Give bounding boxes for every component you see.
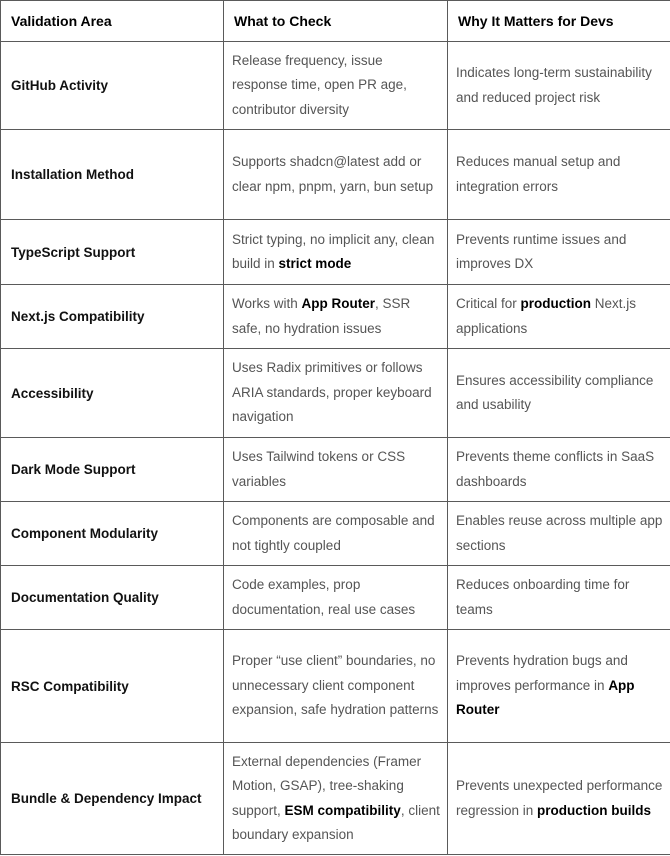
table-row: [1, 630, 670, 743]
why-it-matters-cell: [448, 349, 670, 438]
header-validation-area: Validation Area: [1, 1, 224, 42]
highlight-term: strict mode: [278, 256, 352, 271]
why-it-matters-cell: [448, 130, 670, 220]
cell-text: Critical for: [456, 296, 521, 311]
why-it-matters-cell: [448, 566, 670, 630]
validation-area-cell: GitHub Activity: [1, 42, 224, 130]
highlight-term: production builds: [537, 802, 652, 818]
why-it-matters-cell: [448, 42, 670, 130]
cell-text: Indicates long-term sustainability and reduced project risk: [456, 65, 652, 105]
cell-text: Ensures accessibility compliance and usability: [456, 372, 654, 412]
cell-text: Prevents theme conflicts in SaaS dashboards: [456, 449, 655, 489]
validation-area-cell: TypeScript Support: [1, 220, 224, 285]
cell-text: Works with: [232, 296, 302, 311]
validation-area-cell: Accessibility: [1, 349, 224, 438]
why-it-matters-cell: [448, 502, 670, 566]
table-row: [1, 566, 670, 630]
table-row: [1, 220, 670, 285]
validation-area-cell: Next.js Compatibility: [1, 285, 224, 349]
header-why-it-matters: Why It Matters for Devs: [448, 1, 670, 42]
cell-text: Reduces onboarding time for teams: [456, 577, 630, 617]
what-to-check-cell: [224, 130, 448, 220]
why-it-matters-cell: [448, 630, 670, 743]
table-row: [1, 502, 670, 566]
validation-area-cell: RSC Compatibility: [1, 630, 224, 743]
what-to-check-cell: [224, 349, 448, 438]
why-it-matters-cell: [448, 220, 670, 285]
table-row: [1, 130, 670, 220]
cell-text: Prevents hydration bugs and improves performance in: [456, 653, 628, 693]
why-it-matters-cell: [448, 438, 670, 502]
cell-text: Next.js applications: [456, 296, 637, 336]
what-to-check-cell: [224, 630, 448, 743]
cell-text: Proper “use client” boundaries, no unnecessary client component expansion, safe hydration patterns: [232, 653, 439, 718]
validation-area-cell: Dark Mode Support: [1, 438, 224, 502]
highlight-term: App Router: [301, 296, 376, 311]
table-header-row: [1, 1, 670, 42]
cell-text: Supports shadcn@latest add or clear npm, pnpm, yarn, bun setup: [232, 154, 434, 194]
highlight-term: ESM compatibility: [284, 802, 401, 818]
header-what-to-check: What to Check: [224, 1, 448, 42]
validation-area-cell: Documentation Quality: [1, 566, 224, 630]
what-to-check-cell: [224, 502, 448, 566]
table-row: [1, 285, 670, 349]
cell-text: Components are composable and not tightly coupled: [232, 513, 435, 553]
cell-text: Prevents runtime issues and improves DX: [456, 231, 627, 271]
validation-area-cell: Bundle & Dependency Impact: [1, 743, 224, 855]
table-row: [1, 743, 670, 855]
what-to-check-cell: [224, 285, 448, 349]
table-row: [1, 42, 670, 130]
why-it-matters-cell: [448, 743, 670, 855]
cell-text: , SSR safe, no hydration issues: [232, 296, 411, 336]
cell-text: Enables reuse across multiple app sections: [456, 513, 663, 553]
validation-area-cell: Component Modularity: [1, 502, 224, 566]
highlight-term: production: [520, 296, 592, 311]
cell-text: Reduces manual setup and integration errors: [456, 154, 621, 194]
cell-text: Code examples, prop documentation, real use cases: [232, 577, 416, 617]
why-it-matters-cell: [448, 285, 670, 349]
what-to-check-cell: [224, 438, 448, 502]
what-to-check-cell: [224, 743, 448, 855]
cell-text: Uses Radix primitives or follows ARIA standards, proper keyboard navigation: [232, 360, 432, 425]
validation-area-cell: Installation Method: [1, 130, 224, 220]
cell-text: Release frequency, issue response time, open PR age, contributor diversity: [232, 52, 407, 117]
table-body: [1, 42, 670, 855]
cell-text: , client boundary expansion: [232, 802, 440, 842]
what-to-check-cell: [224, 566, 448, 630]
what-to-check-cell: [224, 42, 448, 130]
table-row: [1, 349, 670, 438]
cell-text: Prevents unexpected performance regression in: [456, 778, 663, 818]
cell-text: External dependencies (Framer Motion, GSAP), tree-shaking support,: [232, 753, 422, 818]
cell-text: Uses Tailwind tokens or CSS variables: [232, 449, 406, 489]
highlight-term: App Router: [456, 677, 635, 718]
table-row: [1, 438, 670, 502]
what-to-check-cell: [224, 220, 448, 285]
cell-text: Strict typing, no implicit any, clean build in: [232, 231, 435, 271]
